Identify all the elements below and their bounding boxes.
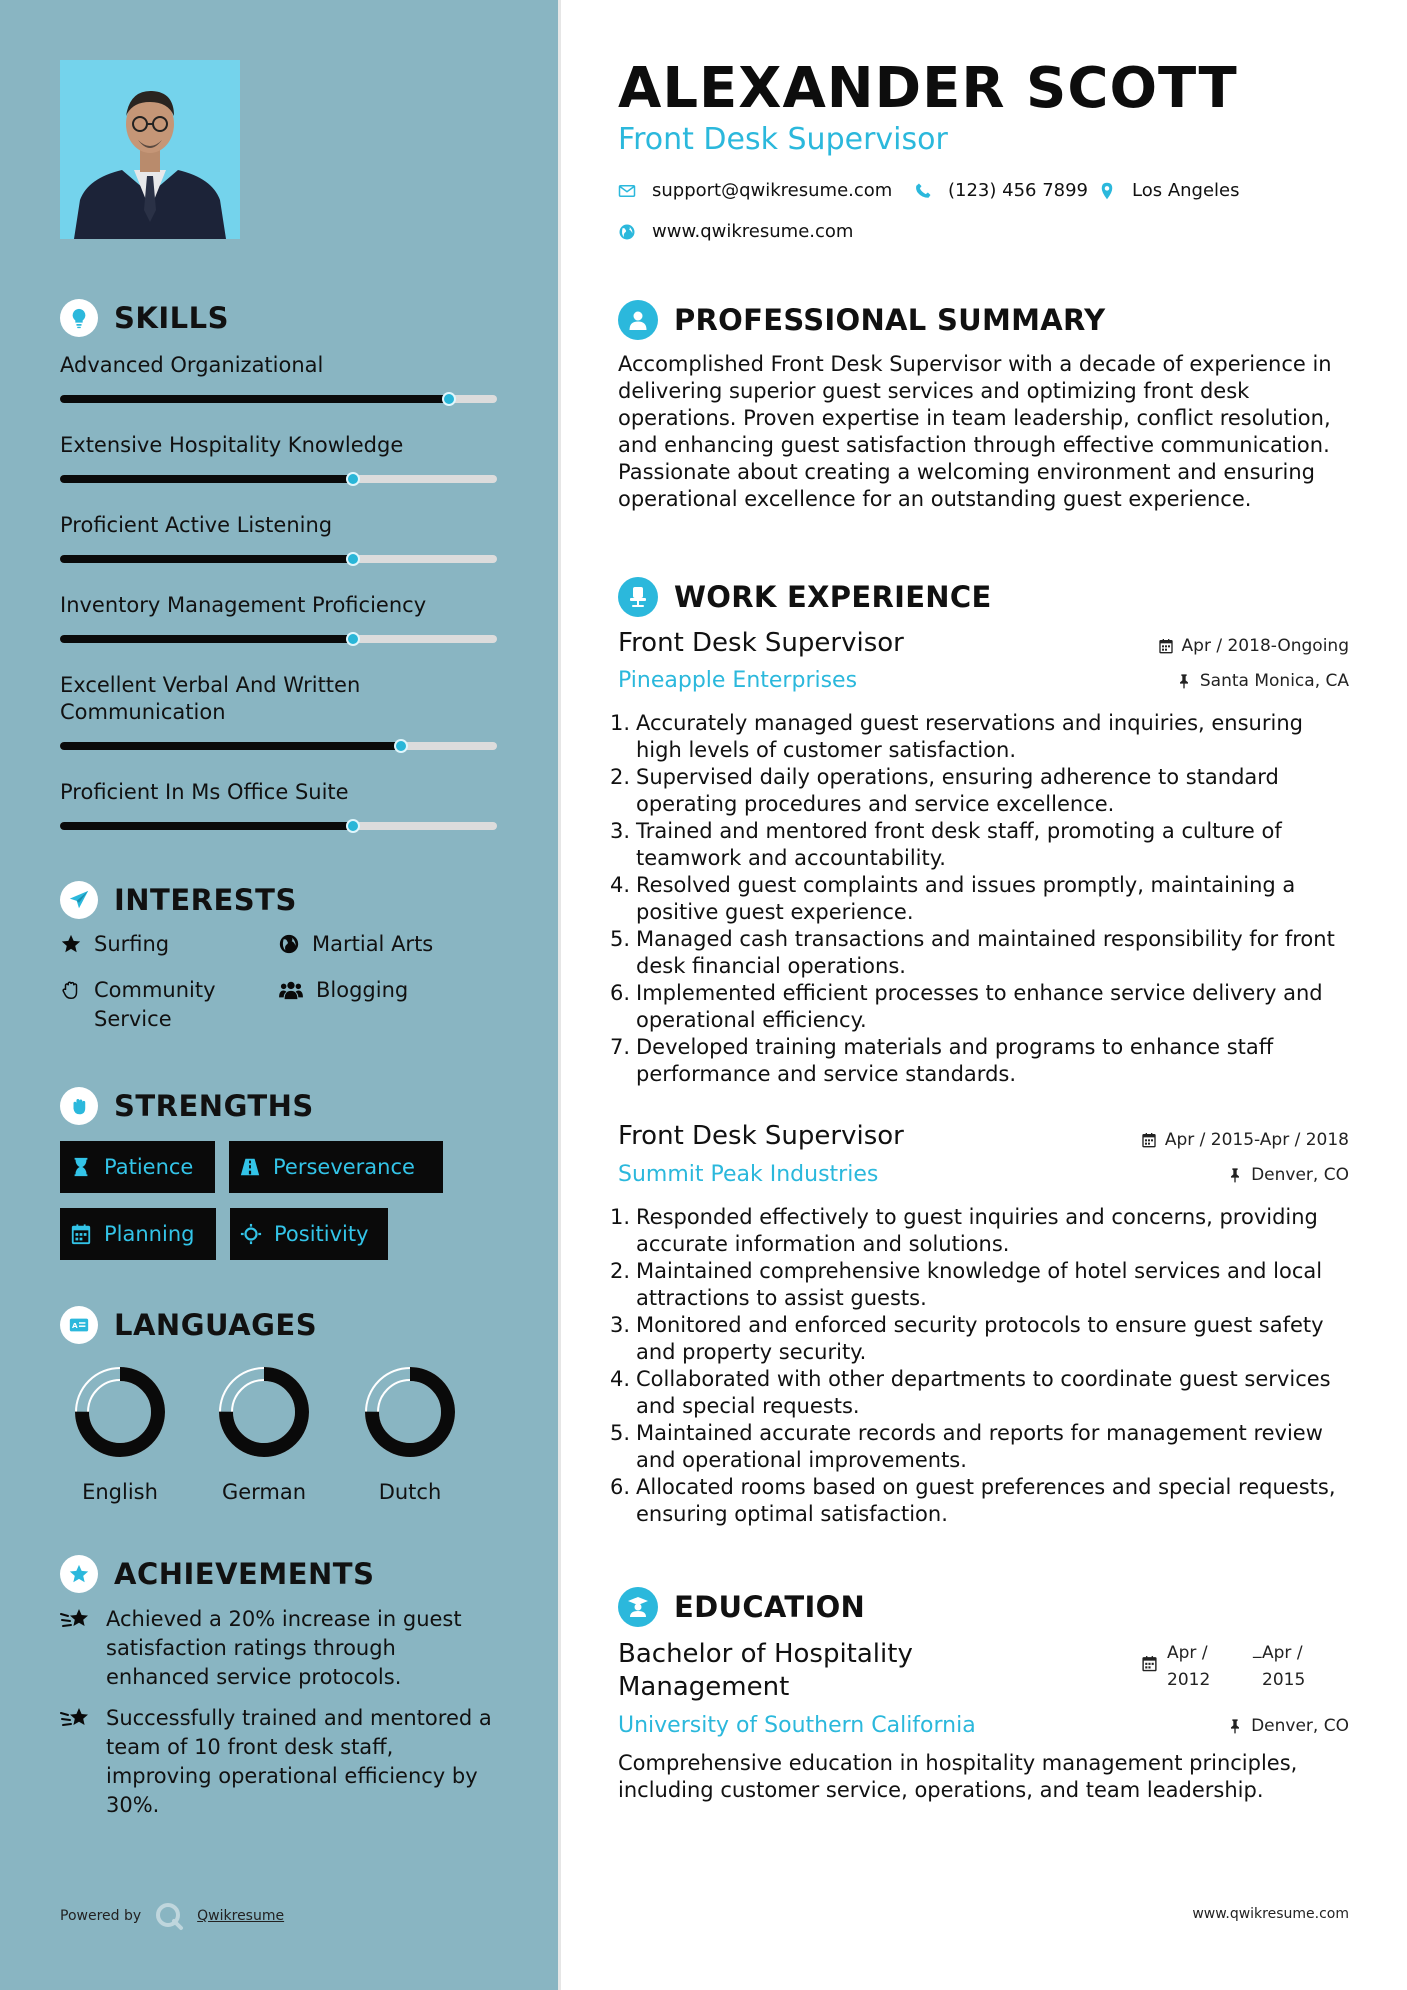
skill-level-knob	[442, 392, 456, 406]
lightbulb-icon	[60, 299, 98, 337]
qwikresume-logo-icon	[153, 1900, 185, 1932]
strength-badge	[230, 1208, 388, 1260]
paper-plane-icon	[60, 881, 98, 919]
interest-item	[60, 930, 169, 959]
user-icon	[618, 300, 658, 340]
summary-title: PROFESSIONAL SUMMARY	[674, 303, 1106, 337]
interest-label: Blogging	[316, 978, 409, 1002]
strength-badge	[60, 1208, 216, 1260]
education-description: Comprehensive education in hospitality management principles, including customer service, operations, and team leadership.	[618, 1751, 1298, 1802]
skill-level-knob	[394, 739, 408, 753]
skill-item	[60, 779, 497, 830]
job-dates	[1141, 1130, 1349, 1150]
responsibility-item: Implemented efficient processes to enhance service delivery and operational efficiency.	[636, 981, 1323, 1032]
achievement-item	[60, 1704, 500, 1820]
contact-email[interactable]	[618, 180, 892, 201]
language-icon	[60, 1306, 98, 1344]
skill-level-bar	[60, 475, 497, 483]
powered-by-label: Powered by	[60, 1908, 142, 1924]
envelope-icon	[618, 182, 636, 200]
website-text: www.qwikresume.com	[652, 221, 854, 242]
responsibility-item: Accurately managed guest reservations and inquiries, ensuring high levels of customer satisfaction.	[636, 711, 1303, 762]
responsibility-item: Trained and mentored front desk staff, promoting a culture of teamwork and accountability.	[636, 819, 1282, 870]
profile-photo-image	[60, 60, 240, 239]
responsibility-item: Maintained comprehensive knowledge of hotel services and local attractions to assist guests.	[636, 1259, 1323, 1310]
skills-heading	[60, 299, 229, 337]
fist-icon	[60, 1087, 98, 1125]
skill-level-knob	[346, 552, 360, 566]
responsibility-item: Maintained accurate records and reports for management review and operational improvements.	[636, 1421, 1323, 1472]
skill-level-bar	[60, 555, 497, 563]
skill-item	[60, 512, 497, 563]
graduate-icon	[618, 1587, 658, 1627]
interests-title: INTERESTS	[114, 883, 297, 917]
contact-location	[1098, 180, 1240, 201]
language-name: German	[221, 1480, 307, 1504]
star-badge-icon	[60, 1555, 98, 1593]
language-level-ring	[216, 1364, 312, 1460]
skill-item	[60, 432, 497, 483]
language-item	[362, 1364, 458, 1504]
interest-label: Community Service	[94, 978, 216, 1031]
experience-title: WORK EXPERIENCE	[674, 580, 992, 614]
hand-icon	[60, 979, 82, 1001]
skill-level-bar	[60, 822, 497, 830]
skill-level-knob	[346, 632, 360, 646]
pushpin-icon	[1227, 1167, 1243, 1183]
phone-icon	[914, 182, 932, 200]
language-item	[216, 1364, 312, 1504]
hourglass-icon	[70, 1156, 92, 1178]
calendar-icon	[1141, 1655, 1158, 1672]
sun-icon	[240, 1223, 262, 1245]
strength-badge	[229, 1141, 443, 1193]
users-icon	[278, 979, 304, 1001]
experience-heading	[618, 577, 992, 617]
responsibility-item: Supervised daily operations, ensuring adherence to standard operating procedures and service excellence.	[636, 765, 1279, 816]
job-title: Front Desk Supervisor	[618, 1121, 904, 1151]
responsibility-item: Developed training materials and programs to enhance staff performance and service standards.	[636, 1035, 1274, 1086]
achievements-heading	[60, 1555, 374, 1593]
education-heading	[618, 1587, 865, 1627]
summary-heading	[618, 300, 1105, 340]
degree-name: Bachelor of Hospitality Management	[618, 1639, 913, 1702]
skill-level-knob	[346, 819, 360, 833]
achievements-title: ACHIEVEMENTS	[114, 1557, 375, 1591]
job-location	[1176, 671, 1349, 691]
globe-icon	[278, 933, 300, 955]
job-location	[1227, 1165, 1349, 1185]
skill-level-bar	[60, 742, 497, 750]
responsibility-item: Allocated rooms based on guest preferences and special requests, ensuring optimal satisfaction.	[636, 1475, 1336, 1526]
strength-label: Perseverance	[273, 1155, 415, 1179]
job-location-text: Denver, CO	[1251, 1165, 1349, 1185]
contact-phone[interactable]	[914, 180, 1088, 201]
responsibility-item: Monitored and enforced security protocols to ensure guest safety and property security.	[636, 1313, 1324, 1364]
languages-title: LANGUAGES	[114, 1308, 318, 1342]
responsibility-item: Managed cash transactions and maintained responsibility for front desk financial operations.	[636, 927, 1335, 978]
education-end-date: Apr / 2015	[1262, 1643, 1306, 1690]
svg-text:A: A	[72, 1321, 78, 1331]
candidate-title: Front Desk Supervisor	[618, 122, 948, 157]
job-dates-text: Apr / 2015-Apr / 2018	[1164, 1130, 1349, 1150]
phone-text: (123) 456 7899	[948, 180, 1089, 201]
summary-text: Accomplished Front Desk Supervisor with a decade of experience in delivering superior guest services and optimizing front desk operations. Proven expertise in team leadership, conflict resolution, and enhancing guest satisfaction through effective communication. Passionate about creating a welcoming environment and ensuring operational excellence for an outstanding guest experience.	[618, 352, 1332, 511]
strengths-heading	[60, 1087, 314, 1125]
language-level-ring	[72, 1364, 168, 1460]
interest-label: Surfing	[94, 932, 170, 956]
star-icon	[60, 933, 82, 955]
skill-item	[60, 672, 497, 750]
skills-title: SKILLS	[114, 301, 229, 335]
education-start-date: Apr / 2012	[1167, 1643, 1211, 1690]
globe-icon	[618, 223, 636, 241]
skill-name: Proficient In Ms Office Suite	[60, 780, 349, 804]
job-location-text: Santa Monica, CA	[1199, 671, 1349, 691]
language-name: Dutch	[378, 1480, 442, 1504]
school-name: University of Southern California	[618, 1713, 976, 1738]
powered-by	[60, 1900, 284, 1932]
responsibility-item: Collaborated with other departments to coordinate guest services and special requests.	[636, 1367, 1331, 1418]
calendar-icon	[1158, 638, 1174, 654]
strength-badge	[60, 1141, 215, 1193]
skills-list	[60, 352, 497, 859]
briefcase-chair-icon	[618, 577, 658, 617]
skill-item	[60, 592, 497, 643]
strength-label: Planning	[104, 1222, 195, 1246]
pushpin-icon	[1227, 1718, 1243, 1734]
calendar-icon	[70, 1223, 92, 1245]
job-dates-text: Apr / 2018-Ongoing	[1181, 636, 1349, 656]
skill-level-bar	[60, 635, 497, 643]
education-location-text: Denver, CO	[1251, 1716, 1349, 1736]
job-title: Front Desk Supervisor	[618, 628, 904, 658]
strengths-title: STRENGTHS	[114, 1089, 314, 1123]
language-name: English	[82, 1480, 158, 1504]
job-dates	[1158, 636, 1349, 656]
company-name: Summit Peak Industries	[618, 1162, 879, 1187]
achievement-text: Achieved a 20% increase in guest satisfaction ratings through enhanced service protocols.	[106, 1607, 462, 1689]
calendar-icon	[1141, 1132, 1157, 1148]
shooting-star-icon	[60, 1705, 92, 1733]
job-responsibilities	[610, 710, 1355, 1088]
interest-item	[278, 930, 433, 959]
interest-label: Martial Arts	[312, 932, 434, 956]
email-text: support@qwikresume.com	[652, 180, 893, 201]
company-name: Pineapple Enterprises	[618, 668, 858, 693]
language-level-ring	[362, 1364, 458, 1460]
education-location	[1227, 1716, 1349, 1736]
responsibility-item: Resolved guest complaints and issues promptly, maintaining a positive guest experience.	[636, 873, 1296, 924]
skill-item	[60, 352, 497, 403]
skill-name: Excellent Verbal And Written Communication	[60, 673, 361, 724]
skill-name: Proficient Active Listening	[60, 513, 333, 537]
strength-label: Positivity	[274, 1222, 369, 1246]
skill-level-knob	[346, 472, 360, 486]
strength-label: Patience	[104, 1155, 194, 1179]
interest-item	[60, 976, 260, 1034]
interest-item	[278, 976, 408, 1005]
qwikresume-link[interactable]: Qwikresume	[197, 1908, 285, 1924]
sidebar-divider	[558, 0, 561, 1990]
map-pin-icon	[1098, 182, 1116, 200]
interests-heading	[60, 881, 297, 919]
shooting-star-icon	[60, 1606, 92, 1634]
job-responsibilities	[610, 1204, 1355, 1528]
languages-heading	[60, 1306, 317, 1344]
skill-level-bar	[60, 395, 497, 403]
responsibility-item: Responded effectively to guest inquiries and concerns, providing accurate information and solutions.	[636, 1205, 1318, 1256]
location-text: Los Angeles	[1132, 180, 1240, 201]
pushpin-icon	[1176, 673, 1192, 689]
skill-name: Advanced Organizational	[60, 353, 324, 377]
date-separator: _	[1253, 1639, 1262, 1659]
footer-website[interactable]: www.qwikresume.com	[1192, 1906, 1349, 1922]
road-icon	[239, 1156, 261, 1178]
skill-name: Extensive Hospitality Knowledge	[60, 433, 404, 457]
contact-website[interactable]	[618, 221, 853, 242]
language-item	[72, 1364, 168, 1504]
education-title: EDUCATION	[674, 1590, 866, 1624]
achievement-item	[60, 1605, 500, 1692]
skill-name: Inventory Management Proficiency	[60, 593, 427, 617]
profile-photo	[60, 60, 240, 239]
candidate-name: ALEXANDER SCOTT	[618, 56, 1238, 121]
achievement-text: Successfully trained and mentored a team of 10 front desk staff, improving operational efficiency by 30%.	[106, 1706, 492, 1817]
